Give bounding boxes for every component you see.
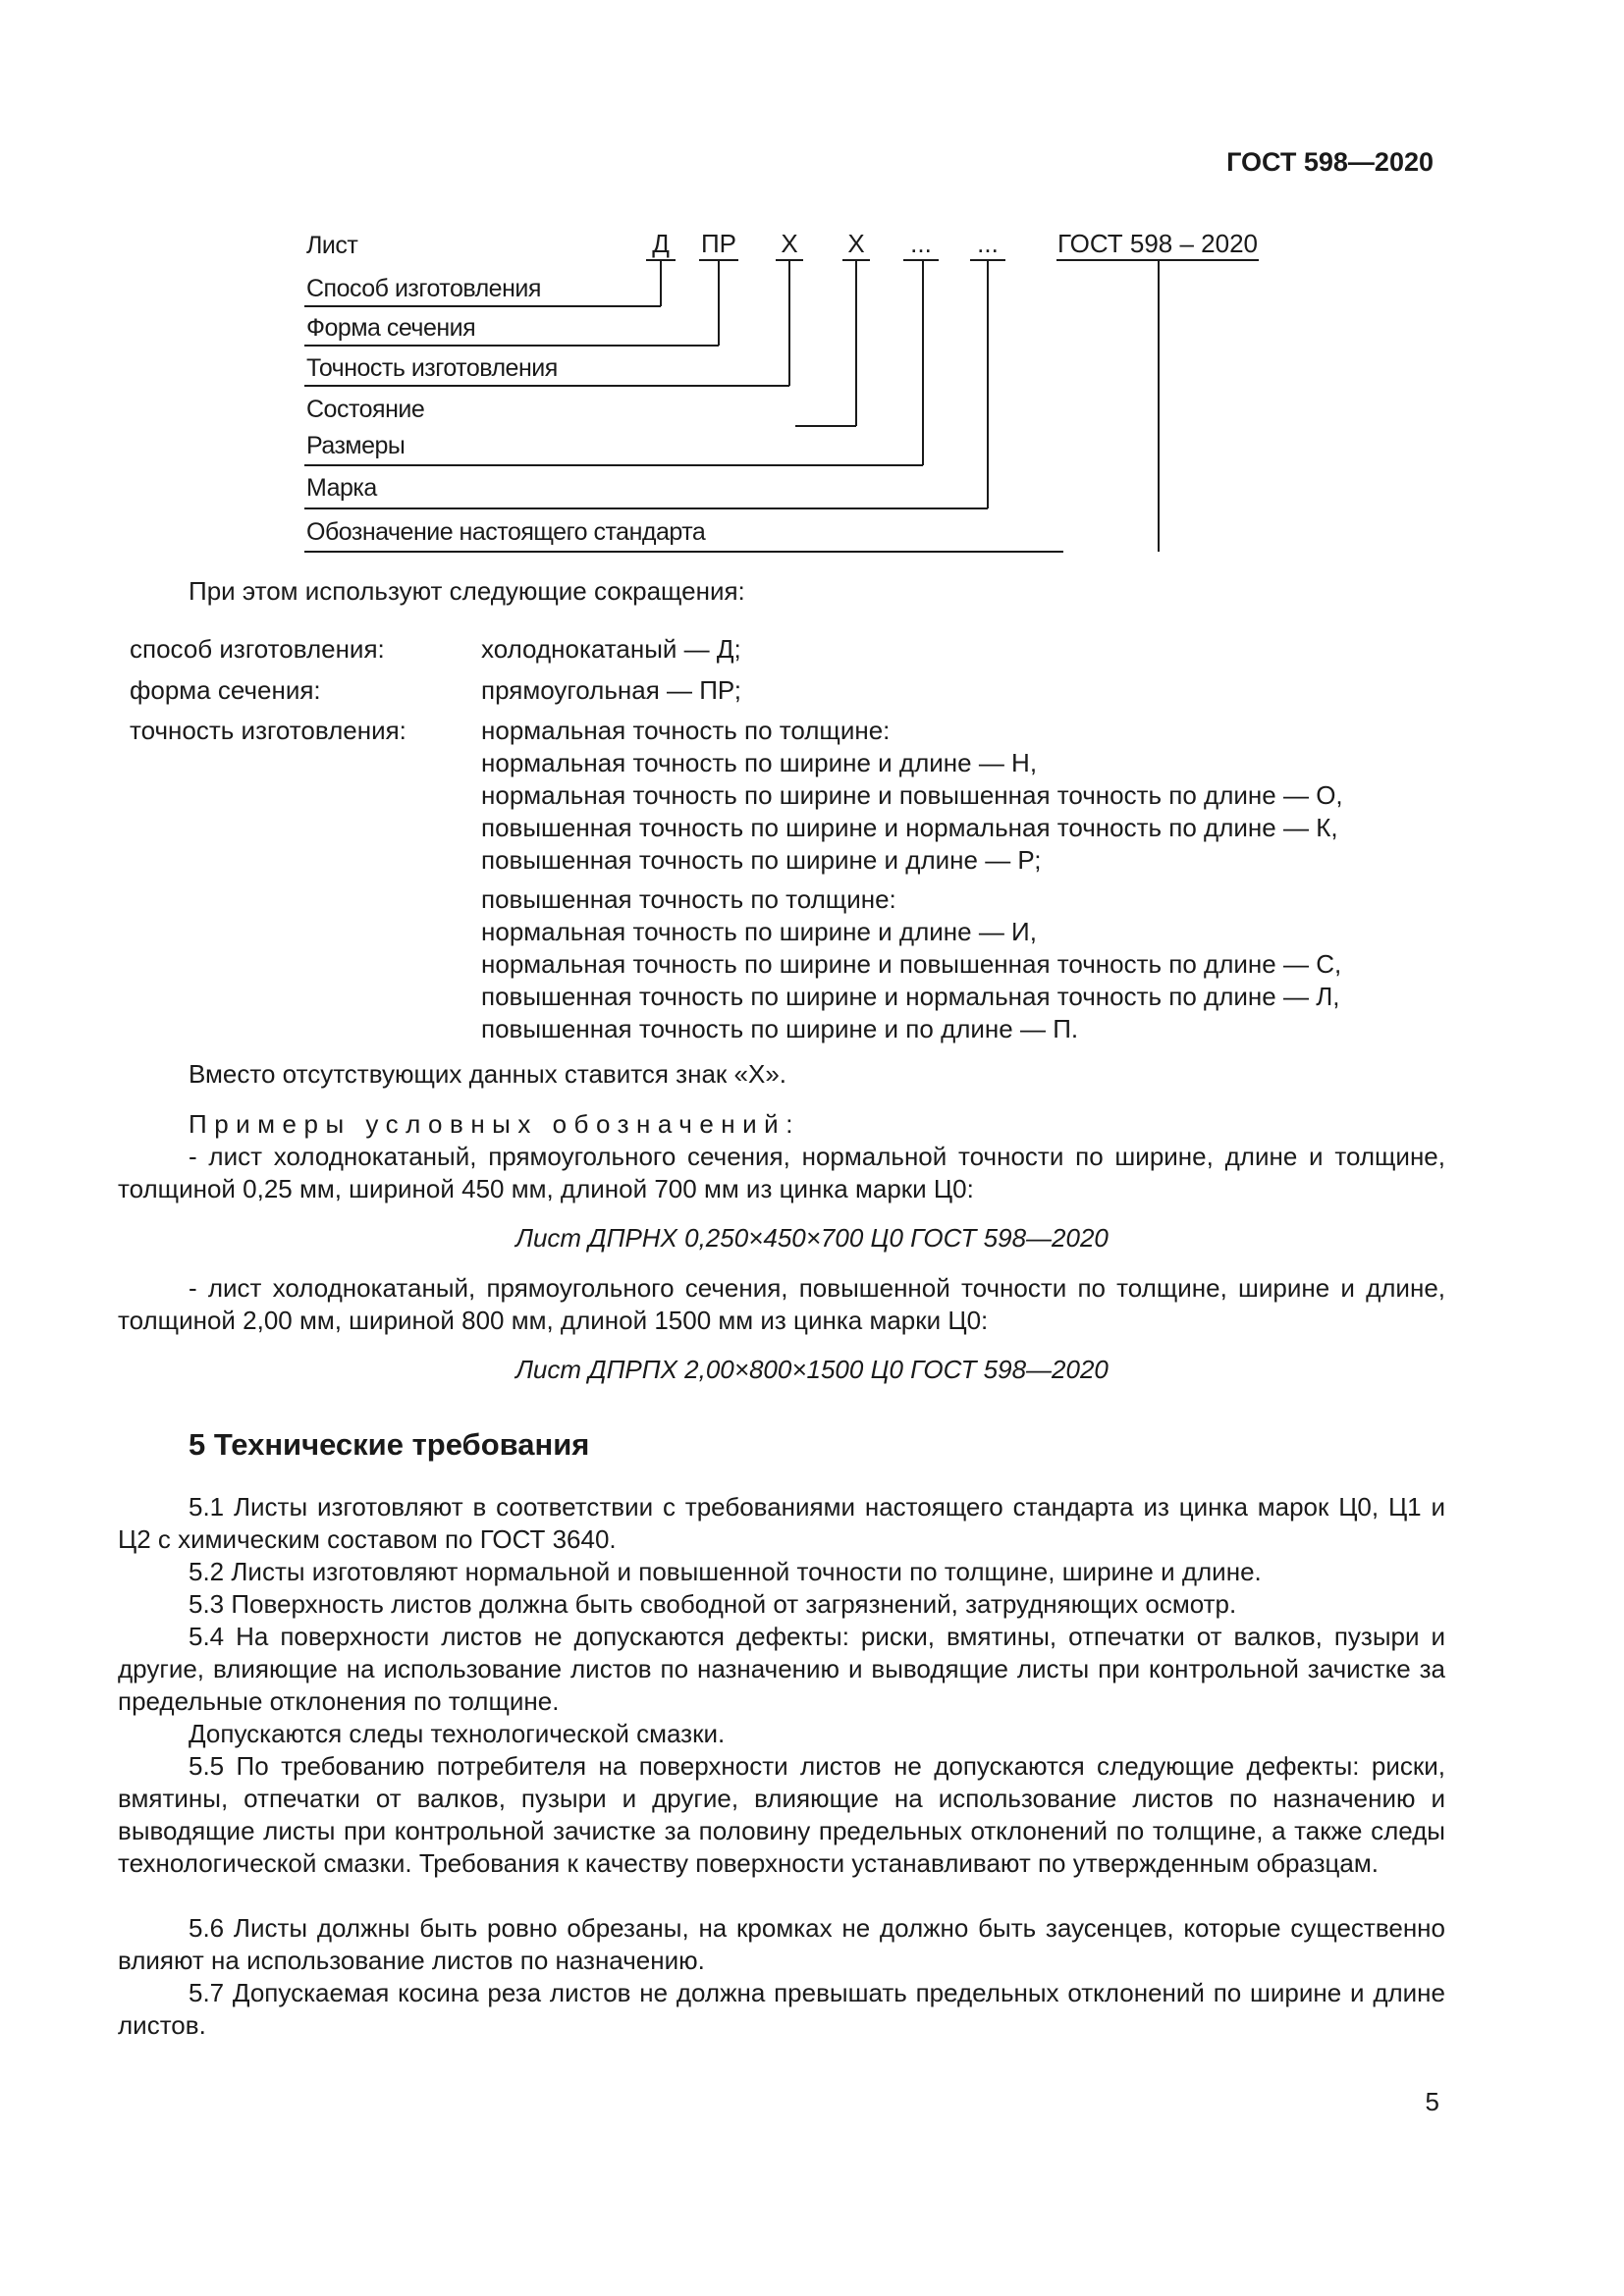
example-1-code: Лист ДПРНХ 0,250×450×700 Ц0 ГОСТ 598—2020: [515, 1223, 1109, 1253]
page-number: 5: [1425, 2087, 1439, 2116]
list-item: нормальная точность по ширине и повышенная точность по длине — О,: [481, 780, 1343, 810]
scheme-standard: ГОСТ 598 – 2020: [1057, 229, 1258, 258]
precision-normal-group: [481, 715, 1343, 877]
scheme-item-label: Лист: [306, 232, 358, 259]
scheme-row-state: Состояние: [306, 396, 425, 423]
precision-high-group: [481, 883, 1341, 1045]
scheme-row-precision: Точность изготовления: [306, 354, 558, 382]
abbrev-method-term: способ изготовления:: [130, 634, 385, 664]
scheme-code-precision: Х: [781, 229, 798, 258]
clause-5-4-note: Допускаются следы технологической смазки.: [189, 1719, 726, 1748]
example-2-text: - лист холоднокатаный, прямоугольного сечения, повышенной точности по толщине, ширине и длине, толщиной 2,00 мм, шириной 800 мм, длиной 1500 мм из цинка марки Ц0:: [118, 1273, 1445, 1335]
scheme-row-size: Размеры: [306, 432, 406, 459]
list-item: повышенная точность по ширине и нормальная точность по длине — Л,: [481, 982, 1340, 1011]
abbrev-method-value: холоднокатаный — Д;: [481, 634, 741, 664]
clause-5-6: 5.6 Листы должны быть ровно обрезаны, на кромках не должно быть заусенцев, которые существенно влияют на использование листов по назначению.: [118, 1913, 1445, 1975]
list-item: нормальная точность по ширине и длине — И,: [481, 917, 1037, 946]
clause-5-7: 5.7 Допускаемая косина реза листов не должна превышать предельных отклонений по ширине и длине листов.: [118, 1978, 1445, 2040]
scheme-code-method: Д: [652, 229, 670, 258]
scheme-row-grade: Марка: [306, 474, 377, 502]
scheme-code-grade: ...: [977, 229, 999, 258]
scheme-row-method: Способ изготовления: [306, 275, 541, 302]
designation-scheme: [0, 0, 1624, 569]
abbrev-intro: При этом используют следующие сокращения:: [189, 576, 745, 606]
section-5-title: 5 Технические требования: [189, 1427, 590, 1462]
missing-data-note: Вместо отсутствующих данных ставится знак «Х».: [189, 1059, 787, 1089]
document-code-header: ГОСТ 598—2020: [1226, 147, 1434, 177]
list-item: нормальная точность по ширине и длине — Н,: [481, 748, 1038, 777]
clause-5-4: 5.4 На поверхности листов не допускаются дефекты: риски, вмятины, отпечатки от валков, пузыри и другие, влияющие на использование листов по назначению и выводящие листы при контрольной зачистке за предельные отклонения по толщине.: [118, 1622, 1445, 1716]
list-item: нормальная точность по ширине и повышенная точность по длине — С,: [481, 949, 1342, 979]
clause-5-2: 5.2 Листы изготовляют нормальной и повышенной точности по толщине, ширине и длине.: [189, 1557, 1262, 1586]
example-2-code: Лист ДПРПХ 2,00×800×1500 Ц0 ГОСТ 598—2020: [515, 1355, 1109, 1384]
abbrev-form-value: прямоугольная — ПР;: [481, 675, 741, 705]
example-1-text: - лист холоднокатаный, прямоугольного сечения, нормальной точности по ширине, длине и толщине, толщиной 0,25 мм, шириной 450 мм, длиной 700 мм из цинка марки Ц0:: [118, 1142, 1445, 1203]
list-item: повышенная точность по ширине и нормальная точность по длине — К,: [481, 813, 1338, 842]
scheme-code-state: Х: [847, 229, 865, 258]
scheme-code-form: ПР: [700, 229, 737, 258]
clause-5-3: 5.3 Поверхность листов должна быть свободной от загрязнений, затрудняющих осмотр.: [189, 1589, 1237, 1619]
clause-5-5: 5.5 По требованию потребителя на поверхности листов не допускаются следующие дефекты: риски, вмятины, отпечатки от валков, пузыри и другие, влияющие на использование листов по назначению и выводящие листы при контрольной зачистке за половину предельных отклонений по толщине, а также следы технологической смазки. Требования к качеству поверхности устанавливают по утвержденным образцам.: [118, 1751, 1445, 1878]
scheme-lines: [0, 0, 1624, 569]
abbrev-precision-term: точность изготовления:: [130, 716, 406, 745]
scheme-code-size: ...: [910, 229, 932, 258]
list-item: нормальная точность по толщине:: [481, 716, 891, 745]
scheme-row-standard: Обозначение настоящего стандарта: [306, 518, 706, 546]
list-item: повышенная точность по толщине:: [481, 884, 896, 914]
list-item: повышенная точность по ширине и длине — Р;: [481, 845, 1042, 875]
scheme-row-form: Форма сечения: [306, 314, 476, 342]
examples-heading: Примеры условных обозначений:: [189, 1109, 800, 1139]
abbrev-form-term: форма сечения:: [130, 675, 321, 705]
list-item: повышенная точность по ширине и по длине — П.: [481, 1014, 1079, 1043]
clause-5-1: 5.1 Листы изготовляют в соответствии с требованиями настоящего стандарта из цинка марок Ц0, Ц1 и Ц2 с химическим составом по ГОСТ 3640.: [118, 1492, 1445, 1554]
